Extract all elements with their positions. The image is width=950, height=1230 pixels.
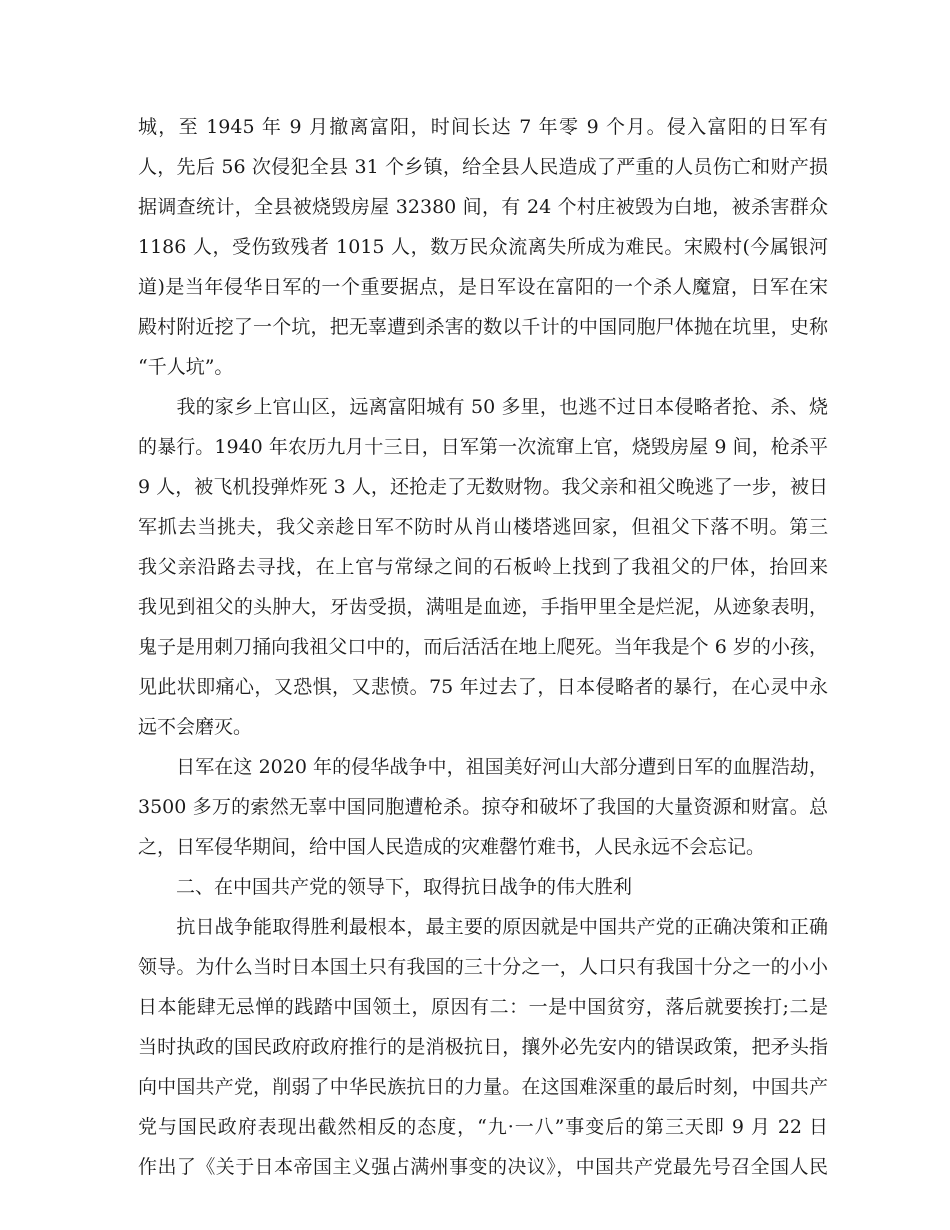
text-line: 领导。为什么当时日本国土只有我国的三十分之一，人口只有我国十分之一的小小 (138, 956, 828, 978)
body-text (138, 107, 828, 1187)
text-line: 道)是当年侵华日军的一个重要据点，是日军设在富阳的一个杀人魔窟，日军在宋 (138, 276, 828, 298)
text-line: 3500 多万的索然无辜中国同胞遭枪杀。掠夺和破坏了我国的大量资源和财富。总 (138, 796, 828, 818)
text-line: 城，至 1945 年 9 月撤离富阳，时间长达 7 年零 9 个月。侵入富阳的日军有 (138, 116, 828, 138)
text-line: 据调查统计，全县被烧毁房屋 32380 间，有 24 个村庄被毁为白地，被杀害群众 (138, 196, 828, 218)
text-line: 日军在这 2020 年的侵华战争中，祖国美好河山大部分遭到日军的血腥浩劫， (138, 756, 828, 778)
text-line: 军抓去当挑夫，我父亲趁日军不防时从肖山楼塔逃回家，但祖父下落不明。第三 (138, 516, 828, 538)
text-line: “千人坑”。 (138, 356, 234, 378)
text-line: 鬼子是用刺刀捅向我祖父口中的，而后活活在地上爬死。当年我是个 6 岁的小孩， (138, 636, 828, 658)
text-line: 我的家乡上官山区，远离富阳城有 50 多里，也逃不过日本侵略者抢、杀、烧 (138, 396, 828, 418)
section-heading: 二、在中国共产党的领导下，取得抗日战争的伟大胜利 (138, 876, 633, 898)
text-line: 向中国共产党，削弱了中华民族抗日的力量。在这国难深重的最后时刻，中国共产 (138, 1076, 828, 1098)
text-line: 的暴行。1940 年农历九月十三日，日军第一次流窜上官，烧毁房屋 9 间，枪杀平 (138, 436, 828, 458)
text-line: 人，先后 56 次侵犯全县 31 个乡镇，给全县人民造成了严重的人员伤亡和财产损 (138, 156, 828, 178)
text-line: 我见到祖父的头肿大，牙齿受损，满咀是血迹，手指甲里全是烂泥，从迹象表明， (138, 596, 828, 618)
text-line: 当时执政的国民政府政府推行的是消极抗日，攘外必先安内的错误政策，把矛头指 (138, 1036, 828, 1058)
text-line: 1186 人，受伤致残者 1015 人，数万民众流离失所成为难民。宋殿村(今属银河 (138, 236, 828, 258)
text-line: 见此状即痛心，又恐惧，又悲愤。75 年过去了，日本侵略者的暴行，在心灵中永 (138, 676, 828, 698)
text-line: 9 人，被飞机投弹炸死 3 人，还抢走了无数财物。我父亲和祖父晚逃了一步，被日 (138, 476, 828, 498)
text-line: 我父亲沿路去寻找，在上官与常绿之间的石板岭上找到了我祖父的尸体，抬回来 (138, 556, 828, 578)
text-line: 之，日军侵华期间，给中国人民造成的灾难罄竹难书，人民永远不会忘记。 (138, 836, 766, 858)
text-line: 抗日战争能取得胜利最根本，最主要的原因就是中国共产党的正确决策和正确 (138, 916, 828, 938)
text-line: 远不会磨灭。 (138, 716, 253, 738)
text-line: 日本能肆无忌惮的践踏中国领土，原因有二：一是中国贫穷，落后就要挨打;二是 (138, 996, 828, 1018)
text-line: 党与国民政府表现出截然相反的态度，“九·一八”事变后的第三天即 9 月 22 日 (138, 1116, 828, 1138)
text-line: 殿村附近挖了一个坑，把无辜遭到杀害的数以千计的中国同胞尸体抛在坑里，史称 (138, 316, 828, 338)
text-line: 作出了《关于日本帝国主义强占满州事变的决议》，中国共产党最先号召全国人民 (138, 1156, 828, 1178)
